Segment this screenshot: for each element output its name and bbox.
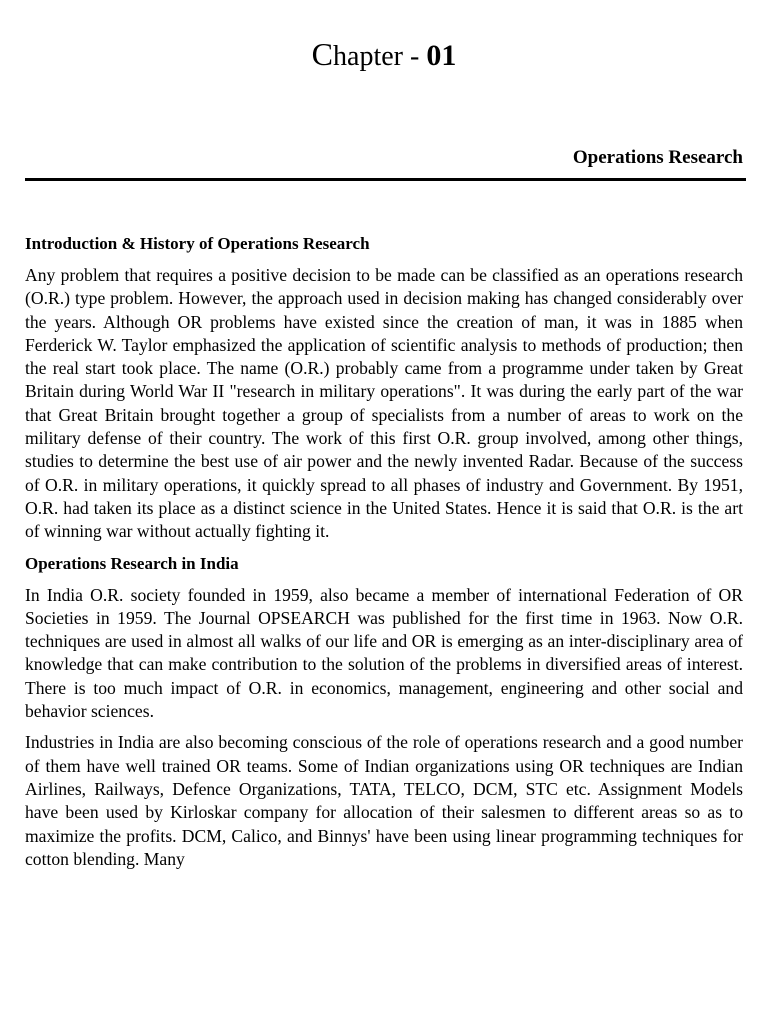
header-rule bbox=[25, 178, 746, 181]
section-heading-or-in-india: Operations Research in India bbox=[25, 553, 239, 573]
section-heading-introduction: Introduction & History of Operations Research bbox=[25, 234, 370, 253]
chapter-title-word: hapter - bbox=[333, 41, 427, 72]
chapter-number: 01 bbox=[426, 39, 457, 72]
chapter-title bbox=[0, 32, 768, 79]
chapter-title-initial: C bbox=[311, 36, 334, 72]
paragraph-or-india-industries: Industries in India are also becoming conscious of the role of operations research and a good number of them have well trained OR teams. Some of Indian organizations using OR techniques are Indian Airlines, Railways, Defence Organizations, TATA, TELCO, DCM, STC etc. Assignment Models have been used by Kirloskar company for allocation of their salesmen to different areas so as to maximize the profits. DCM, Calico, and Binnys' have been using linear programming techniques for cotton blending. Many bbox=[25, 732, 743, 869]
paragraph-or-india-society: In India O.R. society founded in 1959, also became a member of international Federation of OR Societies in 1959. The Journal OPSEARCH was published for the first time in 1963. Now O.R. techniques are used in almost all walks of our life and OR is emerging as an inter-disciplinary area of knowledge that can make contribution to the solution of the problems in diversified areas of interest. There is too much impact of O.R. in economics, management, engineering and other social and behavior sciences. bbox=[25, 584, 743, 722]
running-head: Operations Research bbox=[572, 147, 743, 168]
paragraph-introduction: Any problem that requires a positive decision to be made can be classified as an operations research (O.R.) type problem. However, the approach used in decision making has changed considerably over the years. Although OR problems have existed since the creation of man, it was in 1885 when Ferderick W. Taylor emphasized the application of scientific analysis to methods of production; then the real start took place. The name (O.R.) probably came from a programme under taken by Great Britain during World War II "research in military operations". It was during the early part of the war that Great Britain brought together a group of specialists from a number of areas to work on the military defense of their country. The work of this first O.R. group involved, among other things, studies to determine the best use of air power and the newly invented Radar. Because of the success of O.R. in military operations, it quickly spread to all phases of industry and Government. By 1951, O.R. had taken its place as a distinct science in the United States. Hence it is said that O.R. is the art of winning war without actually fighting it. bbox=[25, 265, 743, 542]
page-body bbox=[25, 232, 743, 869]
